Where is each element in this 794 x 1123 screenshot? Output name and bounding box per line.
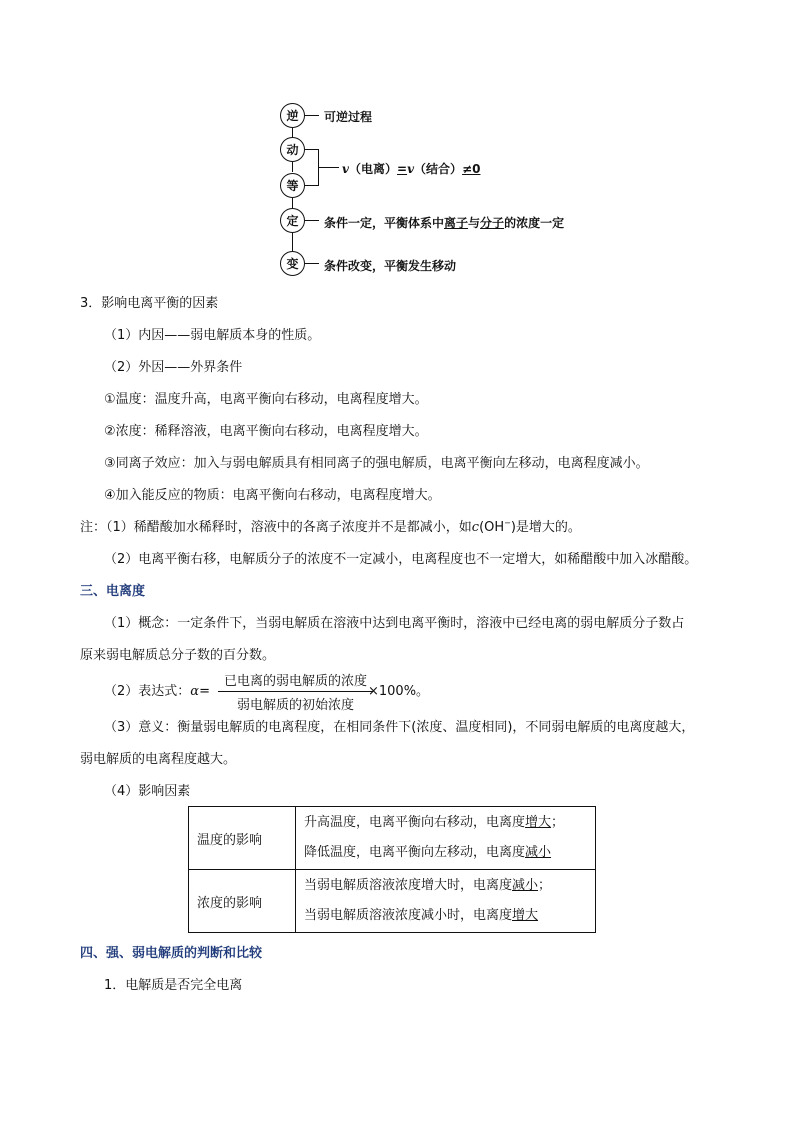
ding-ion: 离子 [444,216,469,230]
factor-temperature: ①温度：温度升高，电离平衡向右移动，电离程度增大。 [104,392,428,407]
conc-line1-answer: 减小 [512,878,539,893]
node-ni: 逆 [280,103,305,128]
diagram-spine-4 [292,233,293,251]
conc-line1-text: 当弱电解质溶液浓度增大时，电离度 [304,878,513,893]
internal-factor: （1）内因——弱电解质本身的性质。 [104,328,321,343]
note-2: （2）电离平衡右移，电解质分子的浓度不一定减小，电离程度也不一定增大，如稀醋酸中加入冰醋酸。 [104,552,698,567]
connector-dong [305,149,319,150]
concept-line-2: 原来弱电解质总分子数的百分数。 [80,648,276,663]
table-row-temperature [189,807,596,870]
temp-line-1 [304,808,587,838]
conc-line2-text: 当弱电解质溶液浓度减小时，电离度 [304,908,513,923]
meaning-line-2: 弱电解质的电离程度越大。 [80,752,237,767]
row-content-temperature [296,807,596,870]
temp-line2-text: 降低温度，电离平衡向左移动，电离度 [304,845,526,860]
fraction-denominator: 弱电解质的初始浓度 [237,698,355,713]
ding-post: 的浓度一定 [504,216,565,230]
conc-line-1 [304,871,587,901]
label-constant [324,214,564,231]
rate-eq: = [397,162,408,176]
note1-pre: 注：（1）稀醋酸加水稀释时，溶液中的各离子浓度并不是都减小，如 [80,520,472,535]
judgement-item-1: 1．电解质是否完全电离 [104,978,243,993]
row-head-concentration: 浓度的影响 [189,870,296,933]
expr-equals: = [199,684,210,699]
table-row-concentration [189,870,596,933]
diagram-spine-2 [292,162,293,172]
note-1 [80,516,581,535]
rate-neq: ≠0 [462,162,481,176]
expr-alpha: α [190,684,200,699]
rate-v1: v [342,162,349,176]
factor-concentration: ②浓度：稀释溶液，电离平衡向右移动，电离程度增大。 [104,424,428,439]
connector-ding [305,220,319,221]
connector-rate [318,167,339,168]
ionization-degree-fraction [218,670,373,713]
temp-line-2 [304,838,587,868]
node-dong: 动 [280,137,305,162]
fraction-numerator: 已电离的弱电解质的浓度 [218,670,373,692]
note1-c: c [471,520,480,535]
factors-table [188,806,596,933]
conc-line2-answer: 增大 [512,908,539,923]
temp-line1-text: 升高温度，电离平衡向右移动，电离度 [304,815,526,830]
diagram-spine-3 [292,198,293,208]
section-ionization-degree-title: 三、电离度 [80,584,146,599]
connector-bian [305,263,319,264]
external-factor: （2）外因——外界条件 [104,360,243,375]
node-ding: 定 [280,208,305,233]
node-bian: 变 [280,251,305,276]
temp-line2-answer: 减小 [525,845,552,860]
factor-common-ion: ③同离子效应：加入与弱电解质具有相同离子的强电解质，电离平衡向左移动，电离程度减小。 [104,456,649,471]
connector-deng [305,185,319,186]
connector-ni [305,115,319,116]
rate-part2: （结合） [414,162,463,176]
ding-mid: 与 [468,216,481,230]
label-rate-equality [342,160,480,177]
note1-post: )是增大的。 [510,520,581,535]
conc-line1-post: ； [538,878,552,893]
label-change: 条件改变，平衡发生移动 [324,259,457,273]
expr-label-text: （2）表达式： [104,684,191,699]
row-content-concentration [296,870,596,933]
meaning-line-1: （3）意义：衡量弱电解质的电离程度，在相同条件下(浓度、温度相同)，不同弱电解质的电离度越大， [104,720,695,735]
factor-reactive: ④加入能反应的物质：电离平衡向右移动，电离程度增大。 [104,488,441,503]
expression-tail: ×100%。 [368,684,430,699]
rate-v2: v [407,162,415,176]
expression-label [104,680,210,699]
ding-pre: 条件一定，平衡体系中 [324,216,445,230]
conc-line-2 [304,901,587,931]
ding-molecule: 分子 [480,216,505,230]
section-judgement-title: 四、强、弱电解质的判断和比较 [80,946,263,961]
temp-line1-post: ； [551,815,565,830]
factors-title: （4）影响因素 [104,784,191,799]
temp-line1-answer: 增大 [525,815,552,830]
node-deng: 等 [280,173,305,198]
note1-ion: (OH [479,520,505,535]
label-reversible: 可逆过程 [324,110,373,124]
concept-line-1: （1）概念：一定条件下，当弱电解质在溶液中达到电离平衡时，溶液中已经电离的弱电解质分子数占 [104,616,685,631]
note1-sup: − [504,518,511,528]
row-head-temperature: 温度的影响 [189,807,296,870]
section3-title: 3．影响电离平衡的因素 [80,296,219,311]
rate-part1: （电离） [348,162,397,176]
